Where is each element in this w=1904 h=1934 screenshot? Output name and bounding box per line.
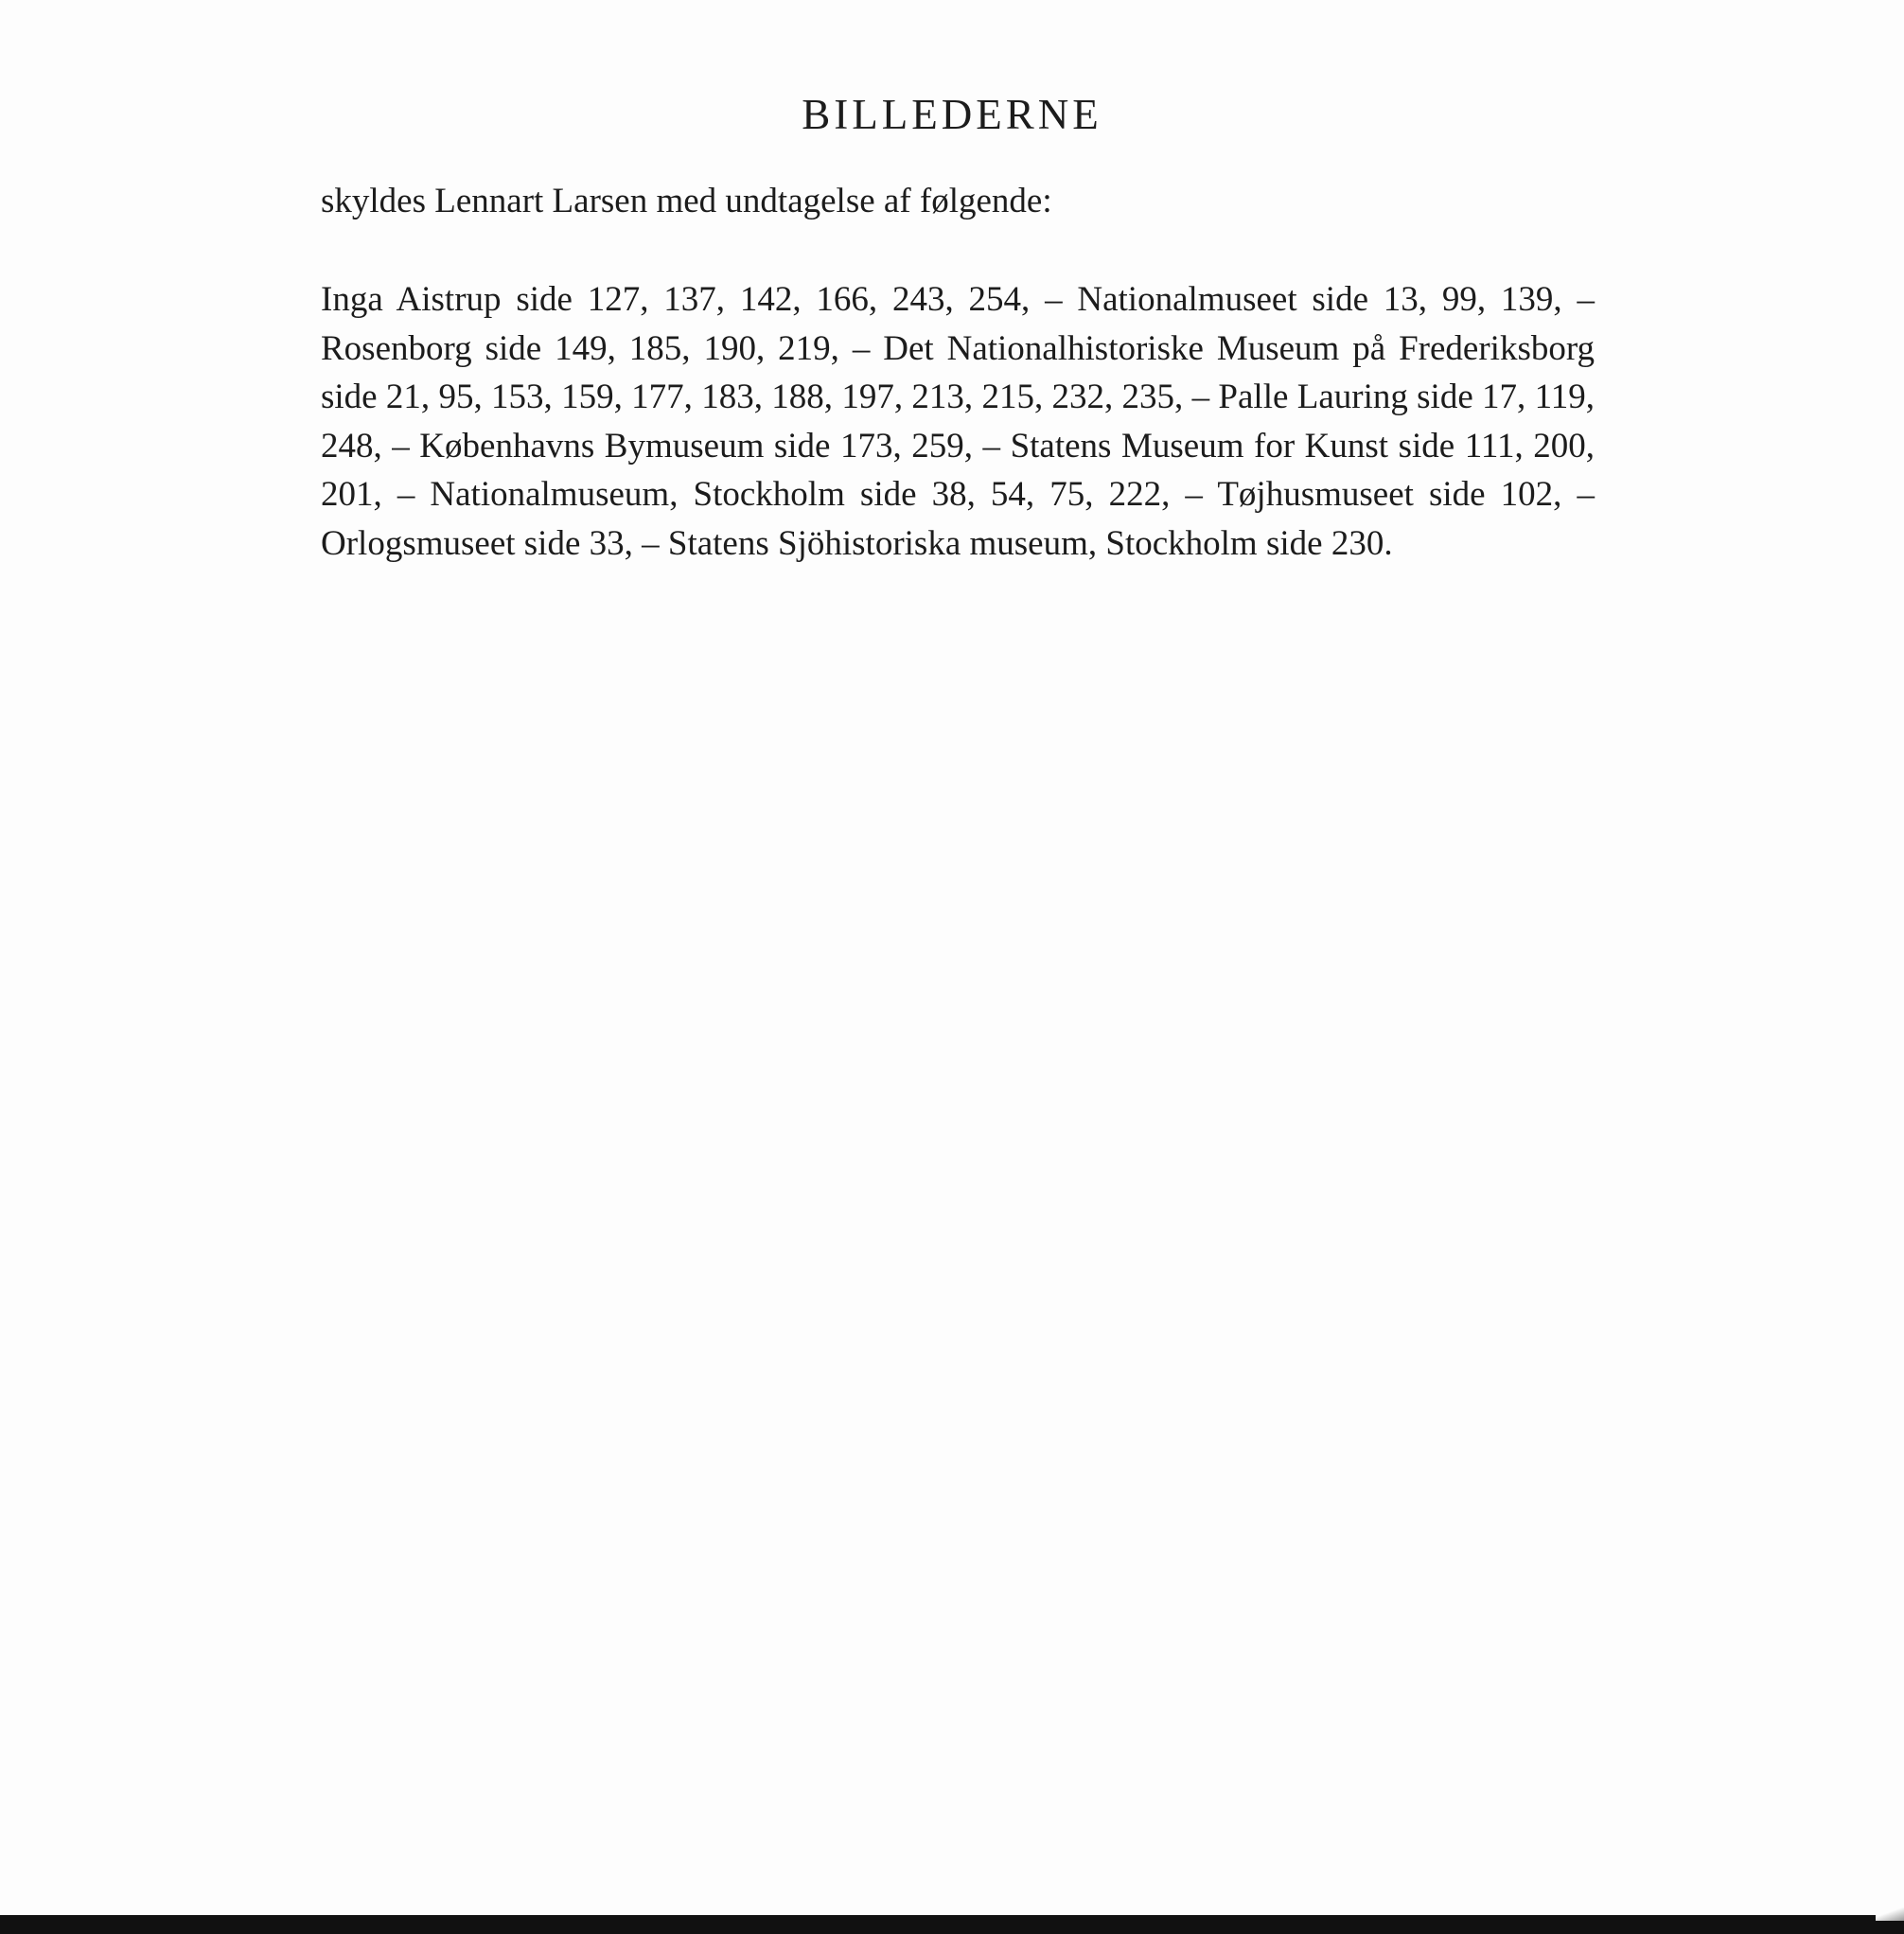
picture-credits-paragraph: Inga Aistrup side 127, 137, 142, 166, 243, 254, – Nationalmuseet side 13, 99, 139, – Rosenborg side 149, 185, 190, 219, – Det Nationalhistoriske Museum på Frederiksborg side 21, 95, 153, 159, 177, 183, 188, 197, 213, 215, 232, 235, – Palle Lauring side 17, 119, 248, – Københavns Bymuseum side 173, 259, – Statens Museum for Kunst side 111, 200, 201, – Nationalmuseum, Stockholm side 38, 54, 75, 222, – Tøjhusmuseet side 102, – Orlogsmuseet side 33, – Statens Sjöhistoriska museum, Stockholm side 230. — [321, 280, 1595, 563]
page-corner — [1876, 1908, 1904, 1921]
page-title: BILLEDERNE — [802, 91, 1102, 138]
page-subtitle: skyldes Lennart Larsen med undtagelse af følgende: — [321, 182, 1052, 220]
scan-bottom-edge — [0, 1915, 1904, 1934]
